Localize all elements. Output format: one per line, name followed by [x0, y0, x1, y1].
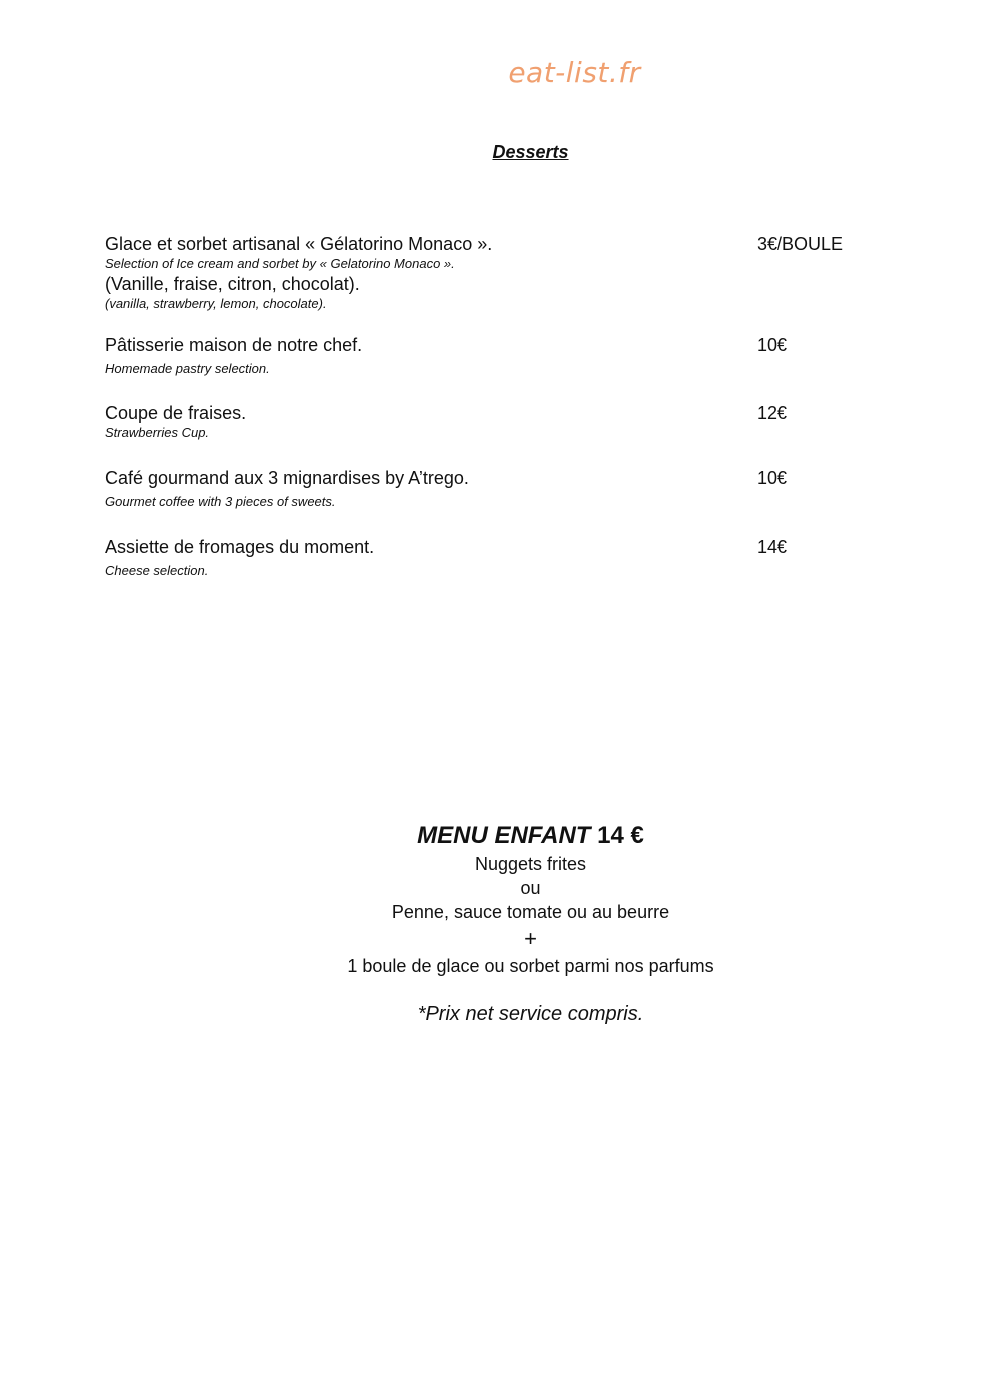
- dessert-name: Pâtisserie maison de notre chef.: [105, 335, 363, 355]
- menu-enfant-block: [0, 820, 989, 1026]
- dessert-name: Coupe de fraises.: [105, 403, 247, 423]
- watermark-logo: eat-list.fr: [508, 56, 641, 89]
- menu-enfant-option-2: Penne, sauce tomate ou au beurre: [391, 902, 670, 922]
- dessert-translation: Selection of Ice cream and sorbet by « Gelatorino Monaco ».: [105, 256, 455, 271]
- section-title-desserts: Desserts: [492, 142, 569, 162]
- menu-enfant-dessert: 1 boule de glace ou sorbet parmi nos parfums: [347, 956, 714, 976]
- dessert-item-fromages: [105, 536, 865, 580]
- menu-enfant-title: [72, 820, 989, 852]
- dessert-item-cafe-gourmand: [105, 467, 865, 511]
- menu-enfant-label: MENU ENFANT: [417, 822, 591, 849]
- dessert-price: 10€: [757, 468, 788, 488]
- menu-enfant-plus: +: [524, 926, 537, 951]
- dessert-translation: Gourmet coffee with 3 pieces of sweets.: [105, 494, 336, 509]
- dessert-item-patisserie: [105, 334, 865, 378]
- dessert-translation: Strawberries Cup.: [105, 425, 210, 440]
- dessert-name: Café gourmand aux 3 mignardises by A’trego.: [105, 468, 469, 488]
- dessert-item-glace: [105, 233, 865, 313]
- price-note: *Prix net service compris.: [417, 1003, 644, 1025]
- dessert-flavours-translation: (vanilla, strawberry, lemon, chocolate).: [105, 296, 327, 311]
- dessert-name: Assiette de fromages du moment.: [105, 537, 375, 557]
- dessert-price: 3€/BOULE: [757, 234, 844, 254]
- menu-enfant-or: ou: [520, 878, 541, 898]
- menu-enfant-price: 14 €: [597, 822, 644, 849]
- dessert-translation: Cheese selection.: [105, 563, 209, 578]
- dessert-price: 14€: [757, 537, 788, 557]
- dessert-price: 12€: [757, 403, 788, 423]
- dessert-item-coupe-fraises: [105, 402, 865, 442]
- dessert-price: 10€: [757, 335, 788, 355]
- menu-enfant-option-1: Nuggets frites: [474, 854, 587, 874]
- dessert-name: Glace et sorbet artisanal « Gélatorino Monaco ».: [105, 234, 493, 254]
- dessert-translation: Homemade pastry selection.: [105, 361, 270, 376]
- dessert-flavours: (Vanille, fraise, citron, chocolat).: [105, 274, 360, 294]
